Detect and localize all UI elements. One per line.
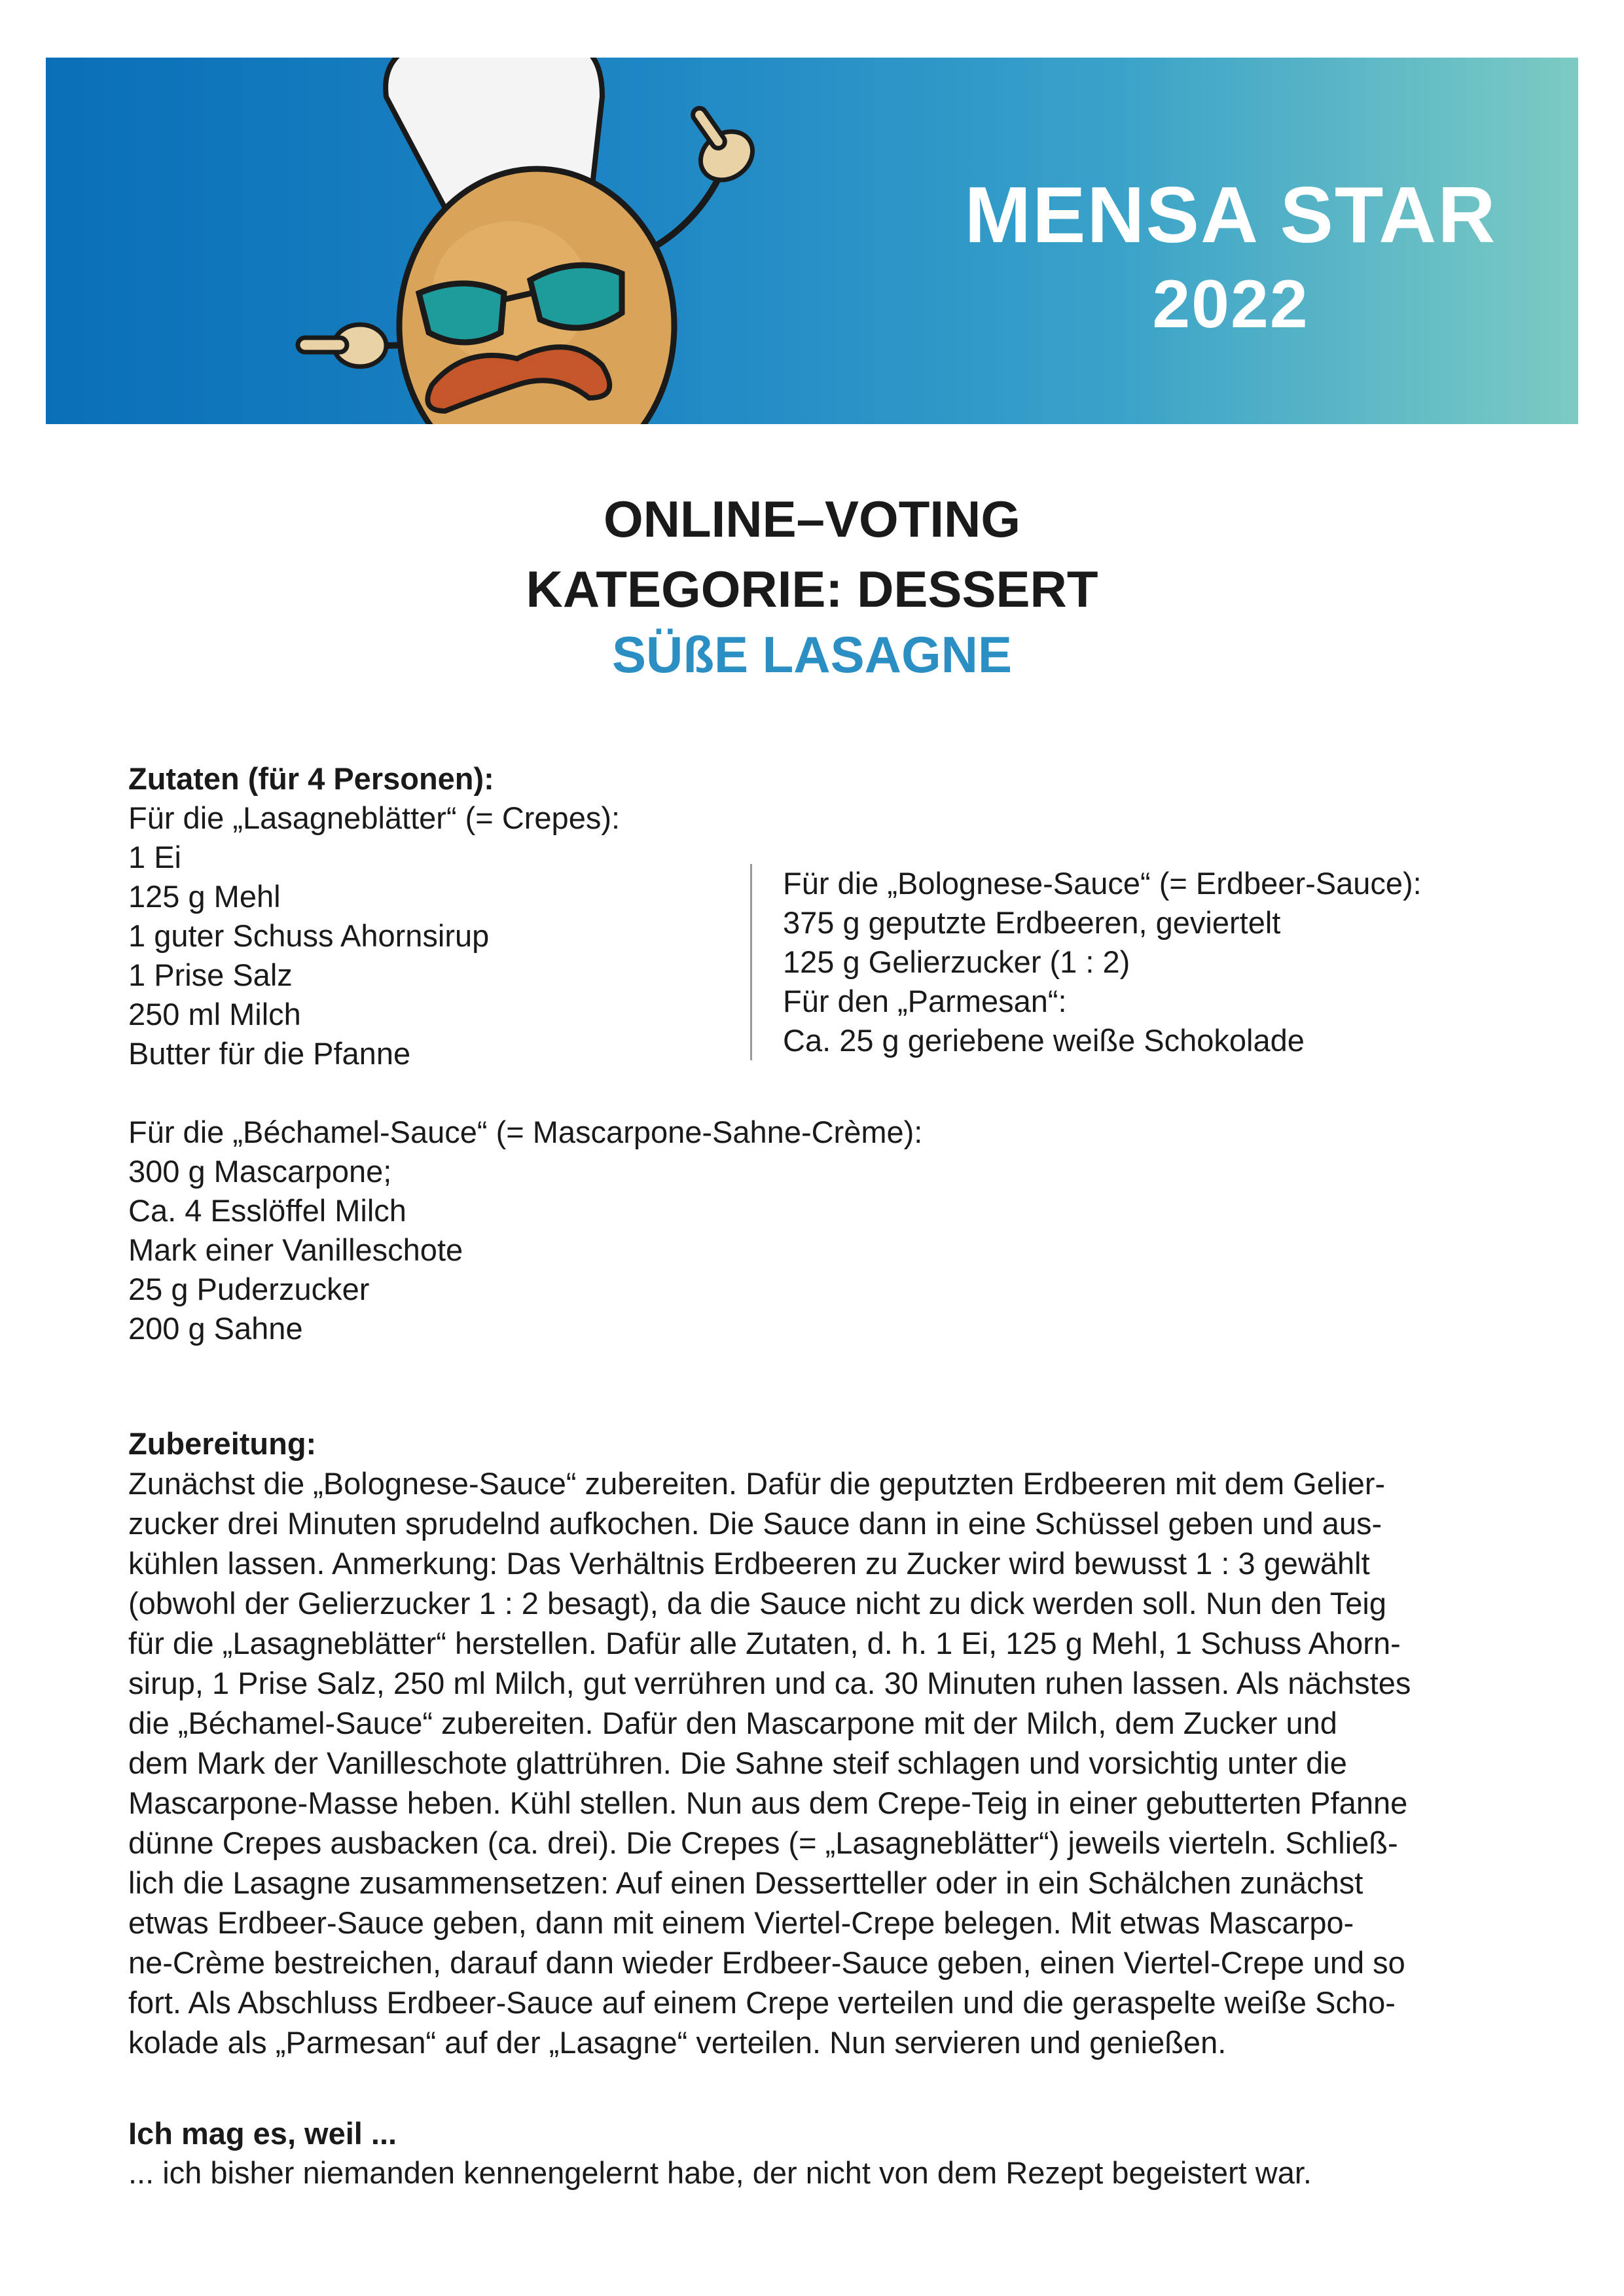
preparation-line: sirup, 1 Prise Salz, 250 ml Milch, gut verrühren und ca. 30 Minuten ruhen lassen. Als nächstes — [128, 1666, 1411, 1700]
preparation-title: Zubereitung: — [128, 1426, 317, 1461]
preparation-line: (obwohl der Gelierzucker 1 : 2 besagt), da die Sauce nicht zu dick werden soll. Nun den Teig — [128, 1586, 1386, 1621]
preparation-line: Mascarpone-Masse heben. Kühl stellen. Nun aus dem Crepe-Teig in einer gebutterten Pfanne — [128, 1785, 1408, 1820]
preparation-line: dünne Crepes ausbacken (ca. drei). Die Crepes (= „Lasagneblätter“) jeweils vierteln. Schließ- — [128, 1825, 1398, 1860]
banner-year: 2022 — [1152, 266, 1309, 342]
reason-section — [128, 2114, 1312, 2193]
ingredient-item: 200 g Sahne — [128, 1311, 303, 1346]
crepes-header: Für die „Lasagneblätter“ (= Crepes): — [128, 800, 621, 835]
header-banner — [46, 58, 1578, 424]
preparation-line: fort. Als Abschluss Erdbeer-Sauce auf einem Crepe verteilen und die geraspelte weiße Scho- — [128, 1985, 1396, 2020]
preparation-line: zucker drei Minuten sprudelnd aufkochen. Die Sauce dann in eine Schüssel geben und aus- — [128, 1506, 1382, 1541]
preparation-line: kolade als „Parmesan“ auf der „Lasagne“ verteilen. Nun servieren und genießen. — [128, 2025, 1227, 2060]
preparation-line: die „Béchamel-Sauce“ zubereiten. Dafür den Mascarpone mit der Milch, dem Zucker und — [128, 1706, 1337, 1740]
preparation-line: kühlen lassen. Anmerkung: Das Verhältnis Erdbeeren zu Zucker wird bewusst 1 : 3 gewählt — [128, 1546, 1370, 1581]
heading-category: KATEGORIE: DESSERT — [526, 560, 1098, 618]
ingredient-item: 1 Ei — [128, 840, 181, 874]
preparation-section — [128, 1424, 1503, 2062]
ingredient-item: Ca. 25 g geriebene weiße Schokolade — [783, 1023, 1305, 1058]
ingredient-item: Butter für die Pfanne — [128, 1036, 411, 1071]
ingredient-item: 1 guter Schuss Ahornsirup — [128, 918, 490, 953]
reason-text: ... ich bisher niemanden kennengelernt habe, der nicht von dem Rezept begeistert war. — [128, 2155, 1312, 2190]
banner-title: MENSA STAR — [964, 170, 1497, 259]
column-divider — [750, 864, 752, 1060]
preparation-line: Zunächst die „Bolognese-Sauce“ zubereiten. Dafür die geputzten Erdbeeren mit dem Gelier- — [128, 1466, 1386, 1501]
heading-recipe-name: SÜßE LASAGNE — [611, 626, 1013, 683]
ingredients-title: Zutaten (für 4 Personen): — [128, 761, 494, 796]
ingredient-item: 250 ml Milch — [128, 997, 301, 1031]
bechamel-ingredients — [128, 1113, 922, 1348]
bolognese-header: Für die „Bolognese-Sauce“ (= Erdbeer-Sauce): — [783, 866, 1422, 901]
reason-title: Ich mag es, weil ... — [128, 2116, 397, 2151]
ingredient-item: 125 g Mehl — [128, 879, 281, 914]
ingredient-item: Ca. 4 Esslöffel Milch — [128, 1193, 406, 1228]
heading-online-voting: ONLINE–VOTING — [603, 490, 1021, 548]
preparation-line: ne-Crème bestreichen, darauf dann wieder Erdbeer-Sauce geben, einen Viertel-Crepe und so — [128, 1945, 1405, 1980]
parmesan-header: Für den „Parmesan“: — [783, 984, 1067, 1018]
bechamel-header: Für die „Béchamel-Sauce“ (= Mascarpone-Sahne-Crème): — [128, 1115, 923, 1149]
preparation-line: für die „Lasagneblätter“ herstellen. Dafür alle Zutaten, d. h. 1 Ei, 125 g Mehl, 1 Schuss Ahorn- — [128, 1626, 1401, 1660]
ingredients-right-column — [783, 864, 1422, 1060]
potato-chef-mascot-icon — [295, 58, 831, 424]
ingredient-item: 1 Prise Salz — [128, 958, 293, 992]
ingredient-item: Mark einer Vanilleschote — [128, 1232, 463, 1267]
ingredients-left-column — [128, 759, 620, 1073]
ingredient-item: 300 g Mascarpone; — [128, 1154, 392, 1189]
preparation-line: etwas Erdbeer-Sauce geben, dann mit einem Viertel-Crepe belegen. Mit etwas Mascarpo- — [128, 1905, 1354, 1940]
ingredient-item: 25 g Puderzucker — [128, 1272, 370, 1306]
ingredient-item: 125 g Gelierzucker (1 : 2) — [783, 944, 1130, 979]
preparation-line: dem Mark der Vanilleschote glattrühren. Die Sahne steif schlagen und vorsichtig unter die — [128, 1746, 1347, 1780]
preparation-line: lich die Lasagne zusammensetzen: Auf einen Dessertteller oder in ein Schälchen zunächst — [128, 1865, 1363, 1900]
ingredient-item: 375 g geputzte Erdbeeren, geviertelt — [783, 905, 1281, 940]
